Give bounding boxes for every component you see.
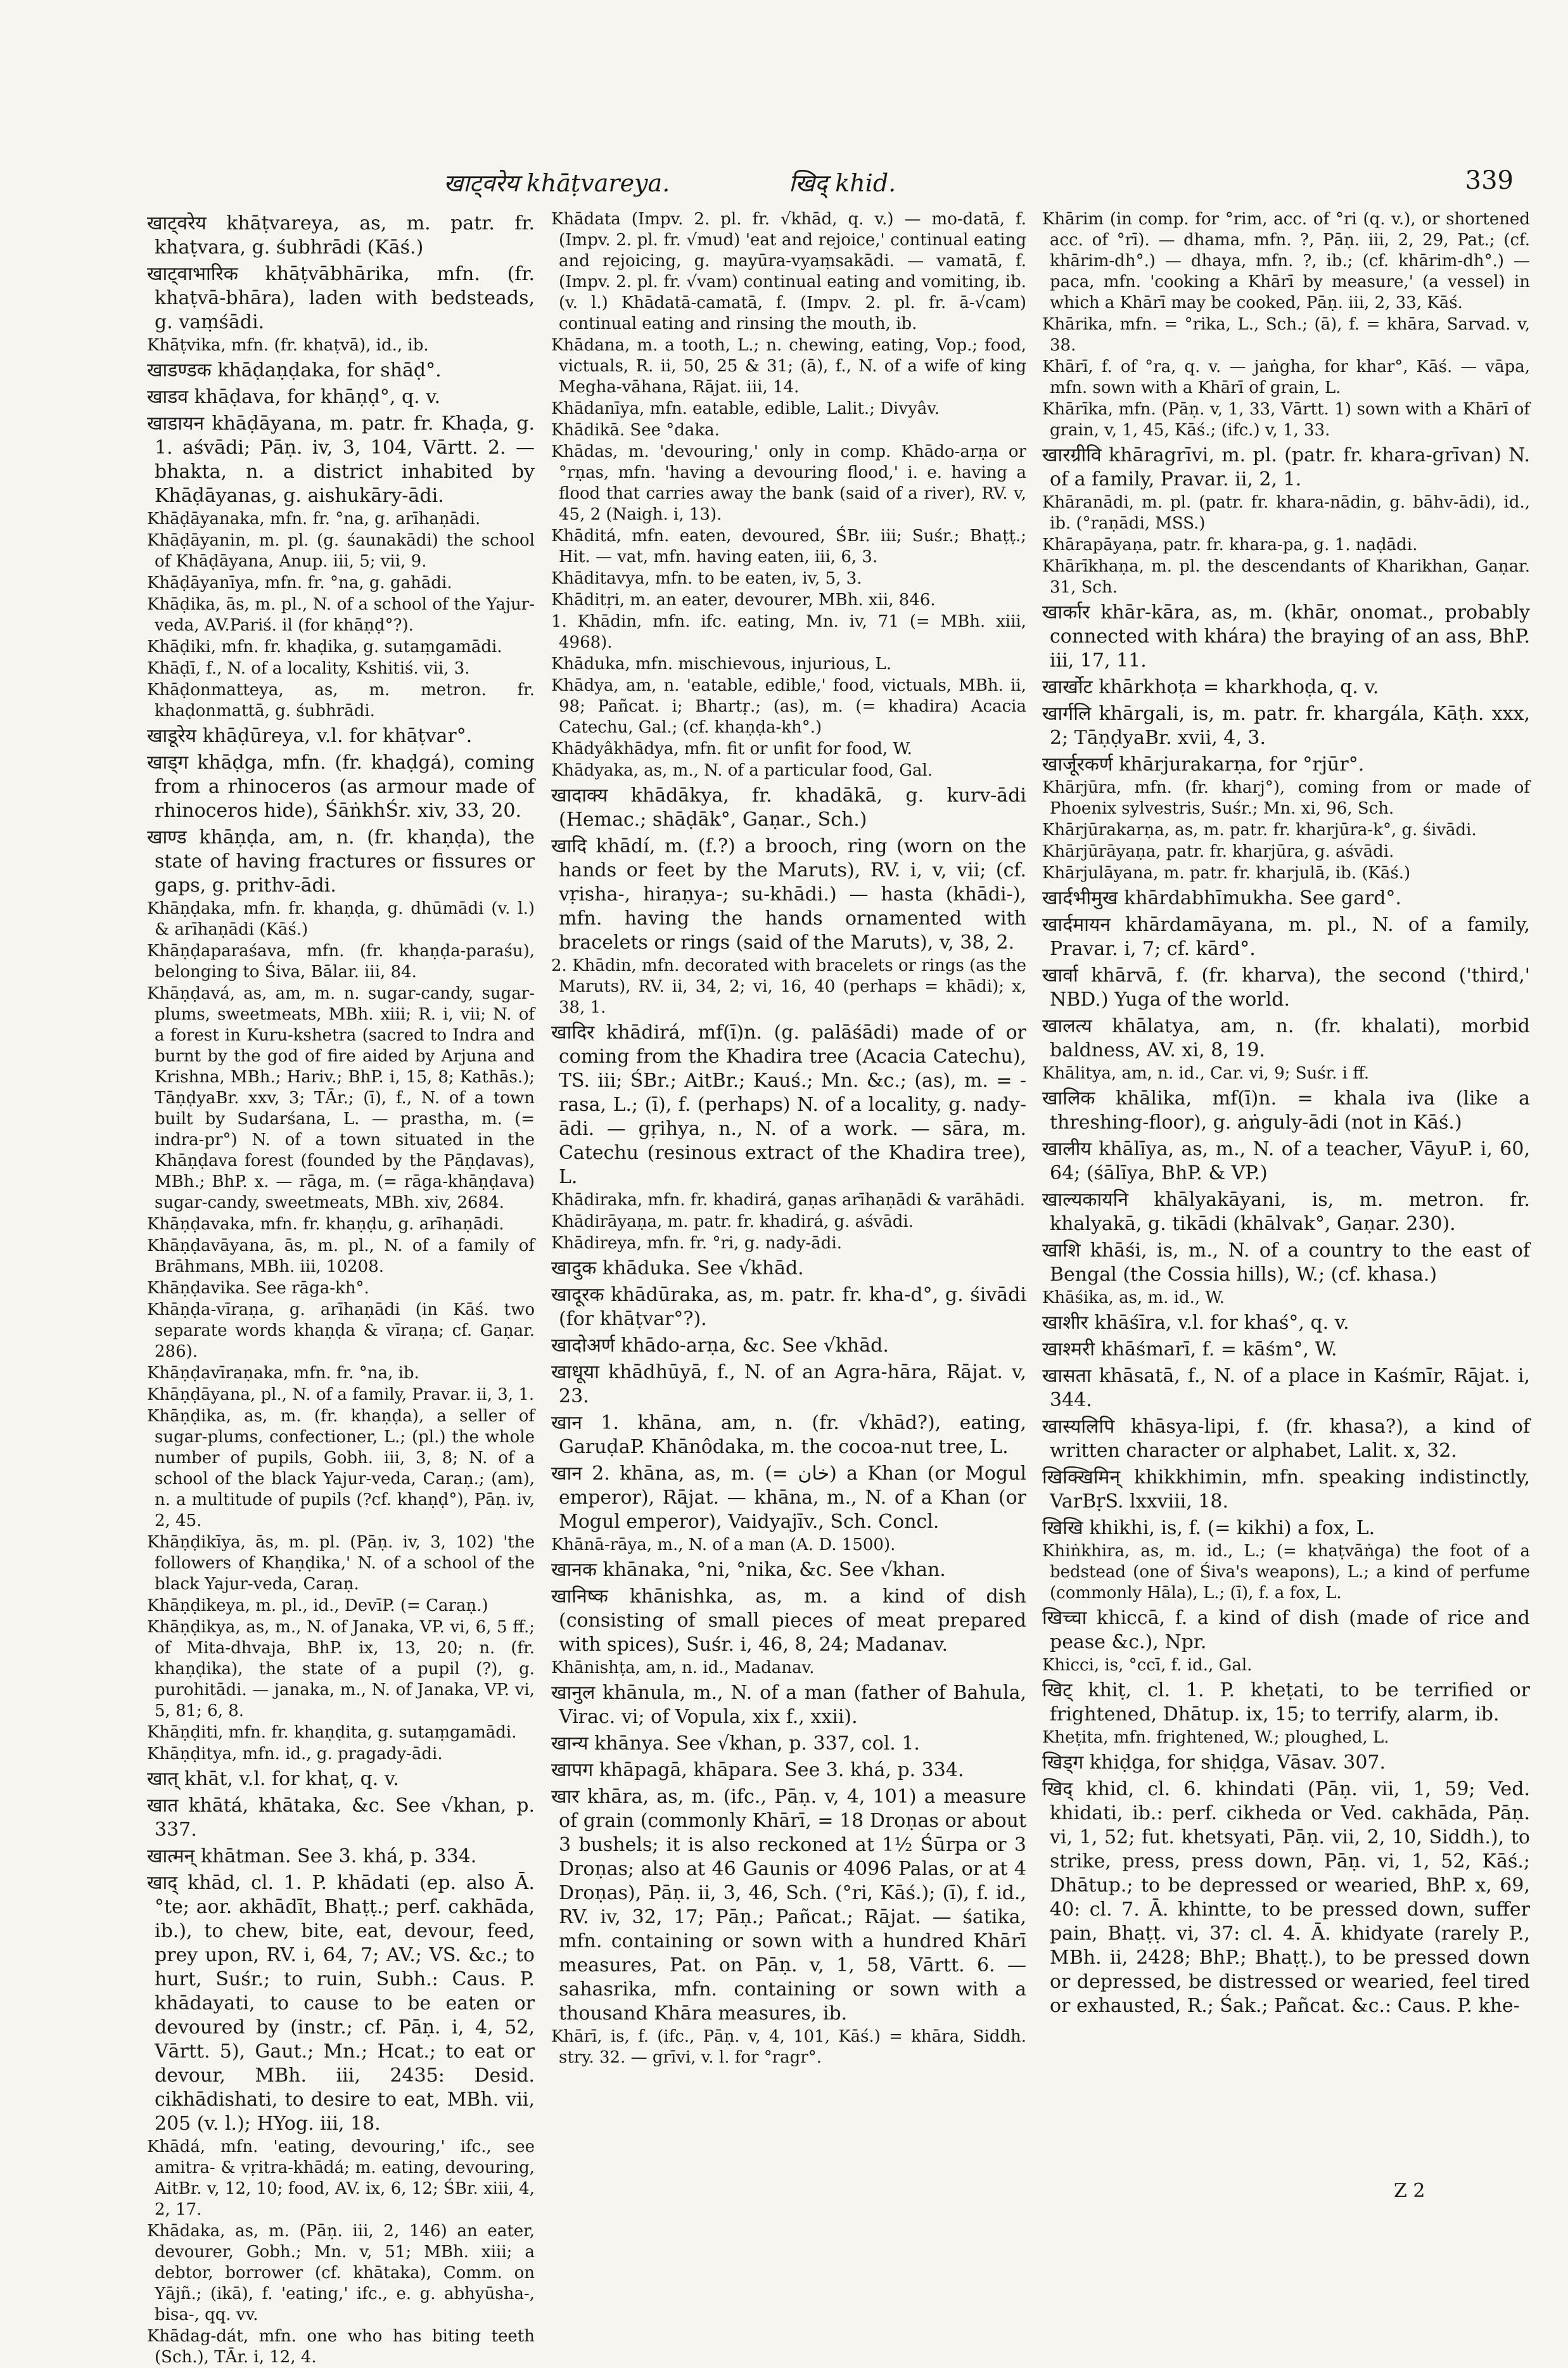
dictionary-entry: खाडायन khāḍāyana, m. patr. fr. Khaḍa, g. 1. aśvādi; Pāṇ. iv, 3, 104, Vārtt. 2. — bhakta, n. a district inhabited by Khāḍāyanas, g. aishukāry-ādi. [147,413,535,507]
dictionary-entry: Khāditavya, mfn. to be eaten, iv, 5, 3. [551,569,862,588]
dictionary-entry: Khārjūrakarṇa, as, m. patr. fr. kharjūra-k°, g. śivādi. [1042,821,1477,840]
dictionary-entry: खात khātá, khātaka, &c. See √khan, p. 337. [147,1795,535,1841]
signature-mark: Z 2 [1394,2180,1425,2202]
dictionary-entry: Khicci, is, °ccī, f. id., Gal. [1042,1656,1252,1675]
column-1 [147,209,535,2367]
dictionary-entry: Khāṇḍavīraṇaka, mfn. fr. °na, ib. [147,1364,419,1383]
dictionary-entry: खाश्मरी khāśmarī, f. = kāśm°, W. [1042,1338,1337,1360]
dictionary-entry: खाल्यकायनि khālyakāyani, is, m. metron. fr. khalyakā, g. tikādi (khālvak°, Gaṇar. 230). [1042,1189,1530,1235]
dictionary-entry: खाडव khāḍava, for khāṇḍ°, q. v. [147,386,441,408]
dictionary-entry: 2. Khādin, mfn. decorated with bracelets or rings (as the Maruts), RV. ii, 34, 2; vi, 16, 40 (perhaps = khādi); x, 38, 1. [551,956,1026,1017]
dictionary-entry: खालत्य khālatya, am, n. (fr. khalati), morbid baldness, AV. xi, 8, 19. [1042,1015,1530,1061]
dictionary-entry: खान 1. khāna, am, n. (fr. √khād?), eating, GaruḍaP. Khānôdaka, m. the cocoa-nut tree, L. [551,1412,1026,1458]
dictionary-entry: Khāduka, mfn. mischievous, injurious, L. [551,655,892,674]
dictionary-entry: खालीय khālīya, as, m., N. of a teacher, VāyuP. i, 60, 64; (śālīya, BhP. & VP.) [1042,1138,1530,1184]
dictionary-entry: खार्दभीमुख khārdabhīmukha. See gard°. [1042,887,1402,909]
dictionary-entry: खापग khāpagā, khāpara. See 3. khá, p. 334. [551,1759,964,1781]
dictionary-entry: खानुल khānula, m., N. of a man (father of Bahula, Virac. vi; of Vopula, xix f., xxii). [551,1682,1026,1728]
dictionary-entry: खिच्चा khiccā, f. a kind of dish (made of rice and pease &c.), Npr. [1042,1607,1530,1653]
dictionary-entry: 1. Khādin, mfn. ifc. eating, Mn. iv, 71 (= MBh. xiii, 4968). [551,612,1026,652]
dictionary-entry: खाशीर khāśīra, v.l. for khaś°, q. v. [1042,1312,1349,1334]
dictionary-entry: Khādirāyaṇa, m. patr. fr. khadirá, g. aśvādi. [551,1212,914,1231]
dictionary-entry: Khādas, m. 'devouring,' only in comp. Khādo-arṇa or °rṇas, mfn. 'having a devouring flood,' i. e. having a flood that carries away the bank (said of a river), RV. v, 45, 2 (Naigh. i, 13). [551,442,1026,524]
dictionary-entry: Khāṇḍavika. See rāga-kh°. [147,1279,369,1298]
dictionary-entry: Khārika, mfn. = °rika, L., Sch.; (ā), f. = khāra, Sarvad. v, 38. [1042,315,1530,355]
dictionary-entry: Khādata (Impv. 2. pl. fr. √khād, q. v.) — mo-datā, f. (Impv. 2. pl. fr. √mud) 'eat and rejoice,' continual eating and rejoicing, g. mayūra-vyaṃsakādi. — vamatā, f. (Impv. 2. pl. fr. √vam) continual eating and vomiting, ib. (v. l.) Khādatā-camatā, f. (Impv. 2. pl. fr. ā-√cam) continual eating and rinsing the mouth, ib. [551,210,1026,333]
dictionary-entry: Khāḍī, f., N. of a locality, Kshitiś. vii, 3. [147,659,470,678]
dictionary-entry: Khādaka, as, m. (Pāṇ. iii, 2, 146) an eater, devourer, Gobh.; Mn. v, 51; MBh. xiii; a debtor, borrower (cf. khātaka), Comm. on Yājñ.; (ikā), f. 'eating,' ifc., e. g. abhyūsha-, bisa-, qq. vv. [147,2222,535,2324]
dictionary-entry: Khādanīya, mfn. eatable, edible, Lalit.; Divyâv. [551,399,940,418]
dictionary-entry: Khāṇḍāyana, pl., N. of a family, Pravar. ii, 3, 1. [147,1385,535,1404]
dictionary-entry: Khārīka, mfn. (Pāṇ. v, 1, 33, Vārtt. 1) sown with a Khārī of grain, v, 1, 45, Kāś.; (ifc.) v, 1, 33. [1042,400,1530,440]
dictionary-entry: Khāṇḍavá, as, am, m. n. sugar-candy, sugar-plums, sweetmeats, MBh. xiii; R. i, vii; N. of a forest in Kuru-kshetra (sacred to Indra and burnt by the god of fire aided by Arjuna and Krishna, MBh.; Hariv.; BhP. i, 15, 8; Kathās.); TāṇḍyaBr. xxv, 3; TĀr.; (ī), f., N. of a town built by Sudarśana, L. — prastha, m. (= indra-pr°) N. of a town situated in the Khāṇḍava forest (founded by the Pāṇḍavas), MBh.; BhP. x. — rāga, m. (= rāga-khāṇḍava) sugar-candy, sweetmeats, MBh. xiv, 2684. [147,984,535,1212]
dictionary-entry: खाट्वाभारिक khāṭvābhārika, mfn. (fr. khaṭvā-bhāra), laden with bedsteads, g. vaṃśādi. [147,263,535,333]
dictionary-entry: Khāditá, mfn. eaten, devoured, ŚBr. iii; Suśr.; Bhaṭṭ.; Hit. — vat, mfn. having eaten, iii, 6, 3. [551,527,1026,566]
dictionary-entry: Khānā-rāya, m., N. of a man (A. D. 1500). [551,1535,896,1554]
dictionary-entry: Khārim (in comp. for °rim, acc. of °ri (q. v.), or shortened acc. of °rī). — dhama, mfn. ?, Pāṇ. iii, 2, 29, Pat.; (cf. khārim-dh°.) — dhaya, mfn. ?, ib.; (cf. khārim-dh°.) — paca, mfn. 'cooking a Khārī by measure,' (a vessel) in which a Khārī may be cooked, Pāṇ. iii, 2, 33, Kāś. [1042,210,1530,312]
dictionary-entry: खार्कार khār-kāra, as, m. (khār, onomat., probably connected with khára) the braying of an ass, BhP. iii, 17, 11. [1042,601,1530,672]
dictionary-entry: Khādá, mfn. 'eating, devouring,' ifc., see amitra- & vṛitra-khādá; m. eating, devouring, AitBr. v, 12, 10; food, AV. ix, 6, 12; ŚBr. xiii, 4, 2, 17. [147,2137,535,2219]
dictionary-entry: Khāṇḍikīya, ās, m. pl. (Pāṇ. iv, 3, 102) 'the followers of Khaṇḍika,' N. of a school of the black Yajur-veda, Caraṇ. [147,1533,535,1594]
dictionary-entry: खास्यलिपि khāsya-lipi, f. (fr. khasa?), a kind of written character or alphabet, Lalit. x, 32. [1042,1416,1530,1462]
dictionary-entry: खिट् khiṭ, cl. 1. P. kheṭati, to be terrified or frightened, Dhātup. ix, 15; to terrify, alarm, ib. [1042,1679,1530,1725]
dictionary-entry: खादोअर्ण khādo-arṇa, &c. See √khād. [551,1334,889,1357]
dictionary-entry: खादिर khādirá, mf(ī)n. (g. palāśādi) made of or coming from the Khadira tree (Acacia Catechu), TS. iii; ŚBr.; AitBr.; Kauś.; Mn. &c.; (as), m. = -rasa, L.; (ī), f. (perhaps) N. of a locality, g. nady-ādi. — gṛihya, n., N. of a work. — sāra, m. Catechu (resinous extract of the Khadira tree), L. [551,1021,1026,1188]
dictionary-entry: Khādyâkhādya, mfn. fit or unfit for food, W. [551,739,912,758]
dictionary-entry: Khādiraka, mfn. fr. khadirá, gaṇas arīhaṇādi & varāhādi. [551,1191,1025,1210]
dictionary-entry: खिड्ग khiḍga, for shiḍga, Vāsav. 307. [1042,1751,1386,1774]
dictionary-entry: Khāṇḍikeya, m. pl., id., DevīP. (= Caraṇ.) [147,1596,488,1615]
dictionary-entry: Khāḍika, ās, m. pl., N. of a school of the Yajur-veda, AV.Pariś. il (for khāṇḍ°?). [147,595,535,635]
dictionary-entry: Khāṇḍavaka, mfn. fr. khaṇḍu, g. arīhaṇādi. [147,1215,504,1234]
dictionary-entry: Khāṇḍikya, as, m., N. of Janaka, VP. vi, 6, 5 ff.; of Mita-dhvaja, BhP. ix, 13, 20; n. (fr. khaṇḍika), the state of a pupil (?), g. purohitādi. — janaka, m., N. of Janaka, VP. vi, 5, 81; 6, 8. [147,1618,535,1720]
dictionary-entry: खाण्ड khāṇḍa, am, n. (fr. khaṇḍa), the state of having fractures or fissures or gaps, g. prithv-ādi. [147,826,535,897]
dictionary-entry: खार्दमायन khārdamāyana, m. pl., N. of a family, Pravar. i, 7; cf. kārd°. [1042,914,1530,960]
page-number: 339 [1465,166,1514,195]
dictionary-entry: Khāḍiki, mfn. fr. khaḍika, g. sutaṃgamādi. [147,637,502,656]
dictionary-entry: खाधूया khādhūyā, f., N. of an Agra-hāra, Rājat. v, 23. [551,1361,1026,1407]
dictionary-entry: Khāḍāyanin, m. pl. (g. śaunakādi) the school of Khāḍāyana, Anup. iii, 5; vii, 9. [147,531,535,571]
dictionary-entry: खाद् khād, cl. 1. P. khādati (ep. also Ā. °te; aor. akhādīt, Bhaṭṭ.; perf. cakhāda, ib.), to chew, bite, eat, devour, feed, prey upon, RV. i, 64, 7; AV.; VS. &c.; to hurt, Suśr.; to ruin, Subh.: Caus. P. khādayati, to cause to be eaten or devoured by (instr.; cf. Pāṇ. i, 4, 52, Vārtt. 5), Gaut.; Mn.; Hcat.; to eat or devour, MBh. iii, 2435: Desid. cikhādishati, to desire to eat, MBh. vii, 205 (v. l.); HYog. iii, 18. [147,1872,535,2135]
dictionary-entry: Khārapāyaṇa, patr. fr. khara-pa, g. 1. naḍādi. [1042,535,1418,554]
dictionary-entry: खादाक्य khādākya, fr. khadākā, g. kurv-ādi (Hemac.; shāḍāk°, Gaṇar., Sch.) [551,784,1026,831]
column-2 [551,209,1026,2135]
dictionary-entry: Khārī, is, f. (ifc., Pāṇ. v, 4, 101, Kāś.) = khāra, Siddh. stry. 32. — grīvi, v. l. for °ragr°. [551,2027,1026,2067]
dictionary-entry: खानक khānaka, °ni, °nika, &c. See √khan. [551,1559,946,1581]
dictionary-entry: खात् khāt, v.l. for khaṭ, q. v. [147,1768,399,1790]
dictionary-entry: खासता khāsatā, f., N. of a place in Kaśmīr, Rājat. i, 344. [1042,1365,1530,1411]
dictionary-entry: Khārīkhaṇa, m. pl. the descendants of Kharikhan, Gaṇar. 31, Sch. [1042,557,1530,597]
dictionary-entry: खान्य khānya. See √khan, p. 337, col. 1. [551,1732,920,1755]
dictionary-entry: खान 2. khāna, as, m. (= خان) a Khan (or Mogul emperor), Rājat. — khāna, m., N. of a Khan (or Mogul emperor), Vaidyajīv., Sch. Concl. [551,1462,1026,1533]
dictionary-entry: खार्खोट khārkhoṭa = kharkhoḍa, q. v. [1042,676,1379,698]
dictionary-entry: खाडण्डक khāḍaṇḍaka, for shāḍ°. [147,359,442,381]
dictionary-entry: Khālitya, am, n. id., Car. vi, 9; Suśr. i ff. [1042,1064,1370,1083]
dictionary-entry: Khādireya, mfn. fr. °ri, g. nady-ādi. [551,1234,842,1253]
dictionary-entry: खालिक khālika, mf(ī)n. = khala iva (like a threshing-floor), g. aṅguly-ādi (not in Kāś.) [1042,1087,1530,1134]
dictionary-entry: खारग्रीवि khāragrīvi, m. pl. (patr. fr. khara-grīvan) N. of a family, Pravar. ii, 2, 1. [1042,444,1530,490]
column-3 [1042,209,1530,2135]
dictionary-entry: खार्जूरकर्ण khārjurakarṇa, for °rjūr°. [1042,753,1365,776]
dictionary-entry: Khāranādi, m. pl. (patr. fr. khara-nādin, g. bāhv-ādi), id., ib. (°raṇādi, MSS.) [1042,493,1530,533]
dictionary-entry: खिक्खिमिन् khikkhimin, mfn. speaking indistinctly, VarBṛS. lxxviii, 18. [1042,1466,1530,1513]
dictionary-entry: खाट्वरेय khāṭvareya, as, m. patr. fr. khaṭvara, g. śubhrādi (Kāś.) [147,212,535,259]
dictionary-entry: खादि khādí, m. (f.?) a brooch, ring (worn on the hands or feet by the Maruts), RV. i, v, vii; (cf. vṛisha-, hiraṇya-; su-khādi.) — hasta (khādi-), mfn. having the hands ornamented with bracelets or rings (said of the Maruts), v, 38, 2. [551,835,1026,954]
dictionary-entry: खिखि khikhi, is, f. (= kikhi) a fox, L. [1042,1517,1375,1539]
page-header [0,166,1568,204]
dictionary-entry: Khādana, m. a tooth, L.; n. chewing, eating, Vop.; food, victuals, R. ii, 50, 25 & 31; (ā), f., N. of a wife of king Megha-vāhana, Rājat. iii, 14. [551,336,1026,397]
dictionary-entry: Khiṅkhira, as, m. id., L.; (= khaṭvāṅga) the foot of a bedstead (one of Śiva's weapons), L.; a kind of perfume (commonly Hāla), L.; (ī), f. a fox, L. [1042,1542,1530,1603]
dictionary-entry: Khāḍāyanīya, mfn. fr. °na, g. gahādi. [147,573,452,592]
dictionary-entry: खार khāra, as, m. (ifc., Pāṇ. v, 4, 101) a measure of grain (commonly Khārī, = 18 Droṇas or about 3 bushels; it is also reckoned at 1½ Śūrpa or 3 Droṇas; also at 46 Gaunis or 4096 Palas, or at 4 Droṇas), Pāṇ. ii, 3, 46, Sch. (°ri, Kāś.); (ī), f. id., RV. iv, 32, 17; Pāṇ.; Pañcat.; Rājat. — śatika, mfn. containing or sown with a hundred Khārī measures, Pat. on Pāṇ. v, 1, 58, Vārtt. 6. — sahasrika, mfn. containing or sown with a thousand Khāra measures, ib. [551,1786,1026,2025]
dictionary-entry: Khādag-dát, mfn. one who has biting teeth (Sch.), TĀr. i, 12, 4. [147,2327,535,2367]
dictionary-entry: खार्वा khārvā, f. (fr. kharva), the second ('third,' NBD.) Yuga of the world. [1042,964,1530,1011]
dictionary-entry: Khāṇḍa-vīraṇa, g. arīhaṇādi (in Kāś. two separate words khaṇḍa & vīraṇa; cf. Gaṇar. 286). [147,1300,535,1361]
dictionary-entry: Khārī, f. of °ra, q. v. — jaṅgha, for khar°, Kāś. — vāpa, mfn. sown with a Khārī of grain, L. [1042,357,1530,397]
dictionary-entry: Khādya, am, n. 'eatable, edible,' food, victuals, MBh. ii, 98; Pañcat. i; Bhartṛ.; (as), m. (= khadira) Acacia Catechu, Gal.; (cf. khaṇḍa-kh°.) [551,676,1026,737]
dictionary-entry: खाडूरेय khāḍūreya, v.l. for khāṭvar°. [147,725,473,747]
dictionary-entry: खात्मन् khātman. See 3. khá, p. 334. [147,1845,477,1867]
dictionary-entry: खार्गलि khārgali, is, m. patr. fr. khargála, Kāṭh. xxx, 2; TāṇḍyaBr. xvii, 4, 3. [1042,703,1530,749]
dictionary-entry: Khāṇḍavāyana, ās, m. pl., N. of a family of Brāhmans, MBh. iii, 10208. [147,1236,535,1276]
dictionary-entry: Khāṇḍaka, mfn. fr. khaṇḍa, g. dhūmādi (v. l.) & arīhaṇādi (Kāś.) [147,899,535,939]
dictionary-entry: खानिष्क khānishka, as, m. a kind of dish (consisting of small pieces of meat prepared with spices), Suśr. i, 46, 8, 24; Madanav. [551,1585,1026,1656]
dictionary-entry: Khāḍāyanaka, mfn. fr. °na, g. arīhaṇādi. [147,509,481,528]
dictionary-entry: Khāśika, as, m. id., W. [1042,1288,1225,1307]
dictionary-entry: Khārjulāyana, m. patr. fr. kharjulā, ib. (Kāś.) [1042,864,1411,883]
dictionary-entry: खादूरक khādūraka, as, m. patr. fr. kha-d°, g. śivādi (for khāṭvar°?). [551,1284,1026,1330]
dictionary-entry: Khāṭvika, mfn. (fr. khaṭvā), id., ib. [147,336,429,355]
dictionary-entry: Kheṭita, mfn. frightened, W.; ploughed, L. [1042,1728,1389,1747]
dictionary-entry: खाशि khāśi, is, m., N. of a country to the east of Bengal (the Cossia hills), W.; (cf. khasa.) [1042,1239,1530,1286]
running-head-center: खिद् khid. [789,169,896,197]
dictionary-entry: Khāṇḍaparaśava, mfn. (fr. khaṇḍa-paraśu), belonging to Śiva, Bālar. iii, 84. [147,942,535,982]
dictionary-entry: Khāṇḍiti, mfn. fr. khaṇḍita, g. sutaṃgamādi. [147,1723,517,1742]
dictionary-entry: Khāṇḍitya, mfn. id., g. pragady-ādi. [147,1744,443,1763]
dictionary-entry: Khārjūra, mfn. (fr. kharj°), coming from or made of Phoenix sylvestris, Suśr.; Mn. xi, 96, Sch. [1042,778,1530,818]
running-head-left: खाट्वरेय khāṭvareya. [443,169,670,197]
dictionary-entry: Khāditṛi, m. an eater, devourer, MBh. xii, 846. [551,591,936,610]
dictionary-entry: खादुक khāduka. See √khād. [551,1257,804,1279]
dictionary-entry: खाड्ग khāḍga, mfn. (fr. khaḍgá), coming from a rhinoceros (as armour made of rhinoceros hide), ŚāṅkhŚr. xiv, 33, 20. [147,752,535,822]
dictionary-entry: Khādyaka, as, m., N. of a particular food, Gal. [551,761,933,780]
dictionary-entry: खिद् khid, cl. 6. khindati (Pāṇ. vii, 1, 59; Ved. khidati, ib.: perf. cikheda or Ved. cakhāda, Pāṇ. vi, 1, 52; fut. khetsyati, Pāṇ. vii, 2, 10, Siddh.), to strike, press, press down, Pāṇ. vi, 1, 52, Kāś.; Dhātup.; to be depressed or wearied, BhP. x, 69, 40: cl. 7. Ā. khintte, to be pressed down, suffer pain, Bhaṭṭ. vi, 37: cl. 4. Ā. khidyate (rarely P., MBh. ii, 2428; BhP.; Bhaṭṭ.), to be pressed down or depressed, be distressed or wearied, feel tired or exhausted, R.; Śak.; Pañcat. &c.: Caus. P. khe- [1042,1778,1530,2017]
dictionary-entry: Khādikā. See °daka. [551,421,720,440]
dictionary-entry: Khāṇḍika, as, m. (fr. khaṇḍa), a seller of sugar-plums, confectioner, L.; (pl.) the whole number of pupils, Gobh. iii, 3, 8; N. of a school of the black Yajur-veda, Caraṇ.; (am), n. a multitude of pupils (?cf. khaṇḍ°), Pāṇ. iv, 2, 45. [147,1407,535,1530]
dictionary-entry: Khārjūrāyaṇa, patr. fr. kharjūra, g. aśvādi. [1042,842,1394,861]
dictionary-entry: Khāḍonmatteya, as, m. metron. fr. khaḍonmattā, g. śubhrādi. [147,681,535,720]
dictionary-entry: Khānishṭa, am, n. id., Madanav. [551,1658,815,1677]
